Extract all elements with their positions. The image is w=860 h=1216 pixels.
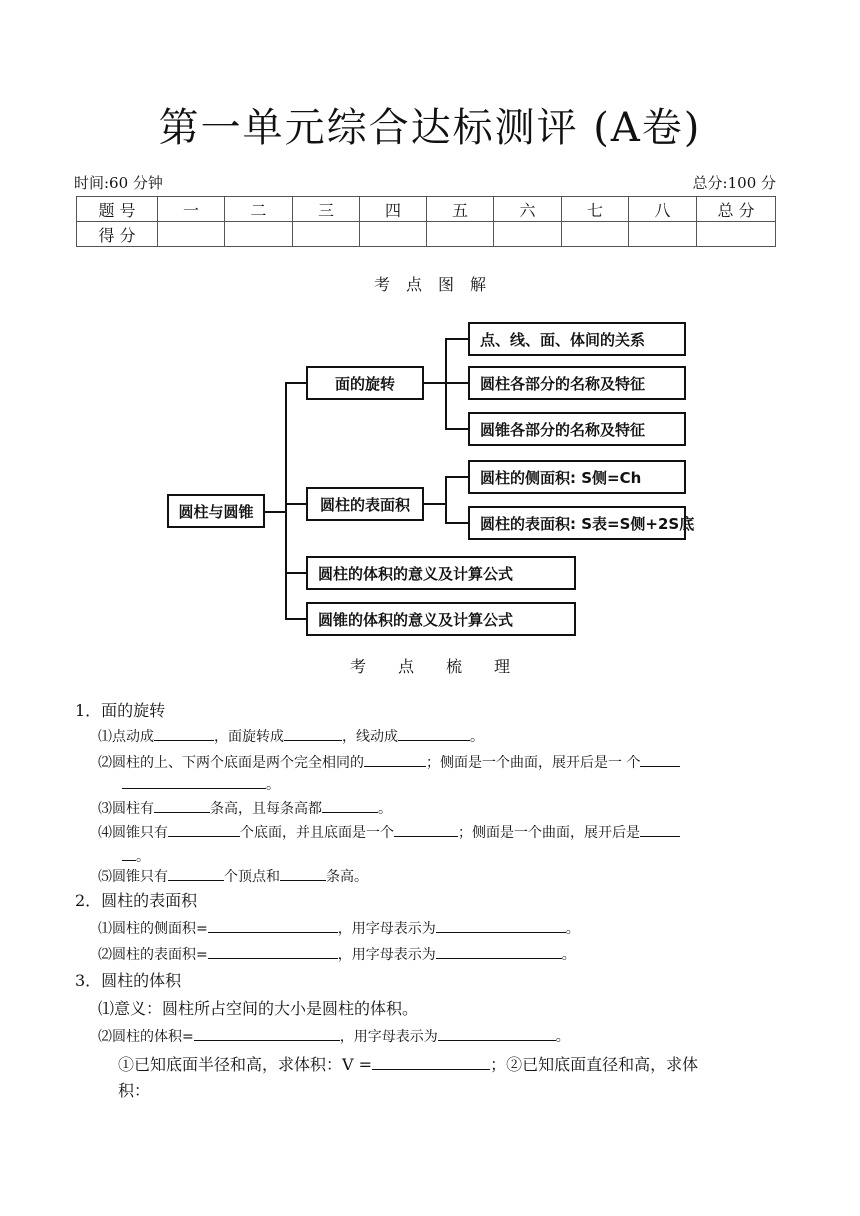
connector-line: [285, 618, 307, 620]
text: 。: [565, 921, 580, 937]
connector-line: [445, 476, 469, 478]
connector-line: [285, 382, 287, 620]
score-table: [76, 196, 776, 247]
connector-line: [445, 522, 469, 524]
text: ，线动成: [342, 729, 398, 745]
section-3-title: 3．圆柱的体积: [75, 971, 182, 990]
text: ⑵圆柱的表面积=: [98, 947, 208, 963]
connector-line: [445, 428, 469, 430]
connector-line: [285, 503, 307, 505]
answer-blank[interactable]: [168, 822, 240, 837]
relation-node: 点、线、面、体间的关系: [468, 322, 686, 356]
answer-blank[interactable]: [168, 866, 224, 881]
answer-blank[interactable]: [436, 944, 562, 959]
header-cell: 三: [293, 197, 360, 222]
section-2-title: 2．圆柱的表面积: [75, 891, 198, 910]
side-area-node: 圆柱的侧面积: S侧=Ch: [468, 460, 686, 494]
total-score-label: 总分:100 分: [692, 174, 776, 192]
text: 条高，且每条高都: [210, 801, 322, 817]
score-cell[interactable]: [293, 222, 360, 247]
text: ；②已知底面直径和高，求体: [490, 1055, 699, 1074]
header-cell: 二: [225, 197, 293, 222]
score-cell[interactable]: [427, 222, 494, 247]
answer-blank[interactable]: [284, 726, 342, 741]
score-cell[interactable]: [158, 222, 225, 247]
connector-line: [424, 382, 446, 384]
header-cell: 六: [494, 197, 562, 222]
connector-line: [445, 476, 447, 523]
root-node: 圆柱与圆锥: [167, 494, 265, 528]
score-table-score-row: [77, 222, 776, 247]
s1-line-4: [98, 822, 680, 842]
header-cell: 五: [427, 197, 494, 222]
answer-blank[interactable]: [122, 846, 136, 861]
text: 。: [136, 849, 150, 865]
answer-blank[interactable]: [438, 1026, 556, 1041]
score-cell[interactable]: [629, 222, 697, 247]
text: ⑵圆柱的体积=: [98, 1029, 194, 1045]
text: ；侧面是一个曲面，展开后是一 个: [426, 755, 641, 771]
score-cell[interactable]: [562, 222, 629, 247]
connector-line: [285, 572, 307, 574]
score-cell[interactable]: [494, 222, 562, 247]
s1-line-3: [98, 798, 392, 818]
text: ⑴圆柱的侧面积=: [98, 921, 208, 937]
diagram-heading: 考 点 图 解: [373, 275, 486, 294]
surface-formula-node: 圆柱的表面积: S表=S侧+2S底: [468, 506, 686, 540]
s3-line-3: [118, 1052, 698, 1075]
score-table-header-row: [77, 197, 776, 222]
text: ⑵圆柱的上、下两个底面是两个完全相同的: [98, 755, 364, 771]
header-cell: 四: [360, 197, 427, 222]
header-cell: 题 号: [77, 197, 158, 222]
score-cell[interactable]: [225, 222, 293, 247]
answer-blank[interactable]: [640, 822, 680, 837]
score-cell[interactable]: [697, 222, 776, 247]
header-cell: 总 分: [697, 197, 776, 222]
answer-blank[interactable]: [394, 822, 458, 837]
header-cell: 七: [562, 197, 629, 222]
answer-blank[interactable]: [194, 1026, 340, 1041]
answer-blank[interactable]: [154, 798, 210, 813]
text: ；侧面是一个曲面，展开后是: [458, 825, 640, 841]
answer-blank[interactable]: [364, 752, 426, 767]
s1-line-2-cont: [122, 774, 280, 794]
surface-area-node: 圆柱的表面积: [306, 487, 424, 521]
s2-line-2: [98, 944, 576, 964]
answer-blank[interactable]: [122, 774, 266, 789]
text: 。: [378, 801, 392, 817]
text: 。: [470, 729, 484, 745]
cone-volume-node: 圆锥的体积的意义及计算公式: [306, 602, 576, 636]
cylinder-parts-node: 圆柱各部分的名称及特征: [468, 366, 686, 400]
s1-line-1: [98, 726, 484, 746]
connector-line: [285, 382, 307, 384]
header-cell: 一: [158, 197, 225, 222]
answer-blank[interactable]: [208, 918, 338, 933]
s1-line-5: [98, 866, 368, 886]
cylinder-volume-node: 圆柱的体积的意义及计算公式: [306, 556, 576, 590]
text: 个底面，并且底面是一个: [240, 825, 394, 841]
text: 。: [266, 777, 280, 793]
time-label: 时间:60 分钟: [74, 174, 163, 192]
text: 条高。: [326, 869, 368, 885]
text: 。: [555, 1029, 570, 1045]
connector-line: [264, 511, 286, 513]
s3-line-2: [98, 1026, 570, 1046]
page-title: 第一单元综合达标测评 (A卷): [158, 105, 702, 151]
text: ，用字母表示为: [337, 947, 436, 963]
s2-line-1: [98, 918, 580, 938]
s3-line-3-cont: 积：: [118, 1081, 151, 1100]
answer-blank[interactable]: [372, 1055, 490, 1070]
score-cell[interactable]: [360, 222, 427, 247]
text: ⑶圆柱有: [98, 801, 154, 817]
header-cell: 八: [629, 197, 697, 222]
answer-blank[interactable]: [280, 866, 326, 881]
text: 个顶点和: [224, 869, 280, 885]
rotation-node: 面的旋转: [306, 366, 424, 400]
connector-line: [445, 338, 469, 340]
answer-blank[interactable]: [208, 944, 338, 959]
s1-line-4-cont: [122, 846, 150, 866]
text: ①已知底面半径和高，求体积：V =: [118, 1055, 373, 1074]
text: ，用字母表示为: [337, 921, 436, 937]
review-heading: 考 点 梳 理: [349, 657, 510, 676]
answer-blank[interactable]: [640, 752, 680, 767]
connector-line: [445, 382, 469, 384]
answer-blank[interactable]: [154, 726, 214, 741]
score-row-label: 得 分: [77, 222, 158, 247]
connector-line: [424, 503, 446, 505]
section-1-title: 1．面的旋转: [75, 701, 166, 720]
text: ⑸圆锥只有: [98, 869, 168, 885]
answer-blank[interactable]: [398, 726, 470, 741]
answer-blank[interactable]: [322, 798, 378, 813]
text: 。: [561, 947, 576, 963]
s1-line-2: [98, 752, 680, 772]
text: ⑴点动成: [98, 729, 154, 745]
text: ，面旋转成: [214, 729, 284, 745]
text: ，用字母表示为: [339, 1029, 438, 1045]
s3-line-1: ⑴意义：圆柱所占空间的大小是圆柱的体积。: [98, 999, 419, 1018]
answer-blank[interactable]: [436, 918, 566, 933]
text: ⑷圆锥只有: [98, 825, 168, 841]
cone-parts-node: 圆锥各部分的名称及特征: [468, 412, 686, 446]
